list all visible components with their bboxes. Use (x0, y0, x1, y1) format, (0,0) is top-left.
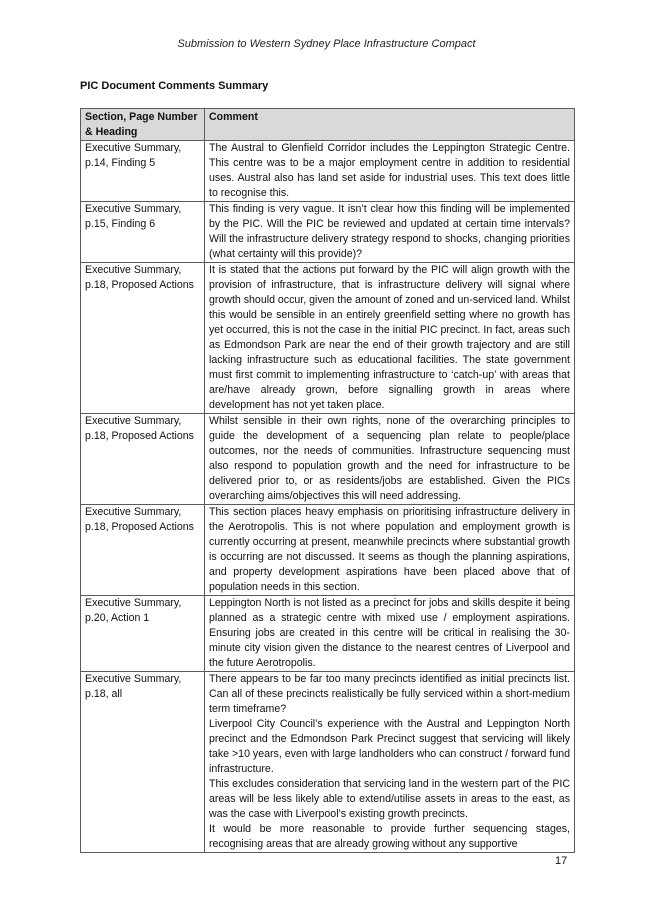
comment-cell (205, 202, 575, 263)
table-row (81, 505, 575, 596)
comment-paragraph: This excludes consideration that servicing land in the western part of the PIC areas will be less likely able to extend/utilise assets in areas to the east, as was the case with Liverpool’s existing growth precincts. (209, 778, 570, 820)
comment-paragraph: This section places heavy emphasis on prioritising infrastructure delivery in the Aerotropolis. This is not where population and employment growth is currently occurring at present, meanwhile precincts where substantial growth is occurring are not discussed. It seems as though the planning aspirations, and property development aspirations have been placed above that of population needs in this section. (209, 506, 570, 593)
table-row (81, 672, 575, 853)
comment-paragraph: The Austral to Glenfield Corridor includes the Leppington Strategic Centre. This centre was to be a major employment centre in addition to residential uses. Austral also has land set aside for industrial uses. This text does little to recognise this. (209, 142, 570, 199)
comment-paragraph: Liverpool City Council’s experience with the Austral and Leppington North precinct and the Edmondson Park Precinct suggest that servicing will likely take >10 years, even with large landholders who can construct / forward fund infrastructure. (209, 718, 570, 775)
comments-table (80, 108, 575, 853)
comment-cell (205, 141, 575, 202)
comment-paragraph: Leppington North is not listed as a precinct for jobs and skills despite it being planned as a strategic centre with mixed use / employment aspirations. Ensuring jobs are created in this centre will be critical in realising the 30-minute city vision given the distance to the nearest centres of Liverpool and the future Aerotropolis. (209, 597, 570, 669)
document-title: PIC Document Comments Summary (80, 80, 269, 92)
table-row (81, 202, 575, 263)
comment-cell (205, 414, 575, 505)
table-row (81, 596, 575, 672)
comment-paragraph: It would be more reasonable to provide further sequencing stages, recognising areas that are already growing without any supportive (209, 823, 570, 850)
column-header-comment: Comment (205, 109, 575, 141)
comment-cell (205, 672, 575, 853)
comment-paragraph: It is stated that the actions put forward by the PIC will align growth with the provision of infrastructure, that is infrastructure delivery will signal where growth should occur, given the amount of zoned and un-serviced land. Whilst this would be sensible in an entirely greenfield setting where no growth has yet occurred, this is not the case in the initial PIC precinct. In fact, areas such as Edmondson Park are near the end of their growth trajectory and are still lacking infrastructure such as educational facilities. The state government must first commit to implementing infrastructure to ‘catch-up’ with areas that are/have already grown, before signalling growth in areas where development has not yet taken place. (209, 264, 570, 411)
table-header-row (81, 109, 575, 141)
section-cell: Executive Summary, p.18, Proposed Actions (81, 505, 205, 596)
table-row (81, 414, 575, 505)
page-header: Submission to Western Sydney Place Infrastructure Compact (177, 38, 476, 50)
comment-cell (205, 263, 575, 414)
column-header-section: Section, Page Number & Heading (81, 109, 205, 141)
comment-paragraph: This finding is very vague. It isn’t clear how this finding will be implemented by the PIC. Will the PIC be reviewed and updated at certain time intervals? Will the infrastructure delivery strategy respond to shocks, changing priorities (what certainty will this provide)? (209, 203, 570, 260)
section-cell: Executive Summary, p.14, Finding 5 (81, 141, 205, 202)
comment-paragraph: There appears to be far too many precincts identified as initial precincts list. Can all of these precincts realistically be fully serviced within a short-medium term timeframe? (209, 673, 570, 715)
page-number: 17 (555, 855, 568, 867)
section-cell: Executive Summary, p.18, Proposed Actions (81, 414, 205, 505)
section-cell: Executive Summary, p.18, Proposed Actions (81, 263, 205, 414)
comment-cell (205, 505, 575, 596)
section-cell: Executive Summary, p.20, Action 1 (81, 596, 205, 672)
section-cell: Executive Summary, p.15, Finding 6 (81, 202, 205, 263)
table-row (81, 141, 575, 202)
table-row (81, 263, 575, 414)
comment-paragraph: Whilst sensible in their own rights, none of the overarching principles to guide the development of a sequencing plan relate to people/place outcomes, nor the needs of communities. Infrastructure sequencing must also respond to population growth and the need for infrastructure to be delivered prior to, or as residents/jobs are established. Given the PICs overarching aims/objectives this will need addressing. (209, 415, 570, 502)
section-cell: Executive Summary, p.18, all (81, 672, 205, 853)
comment-cell (205, 596, 575, 672)
